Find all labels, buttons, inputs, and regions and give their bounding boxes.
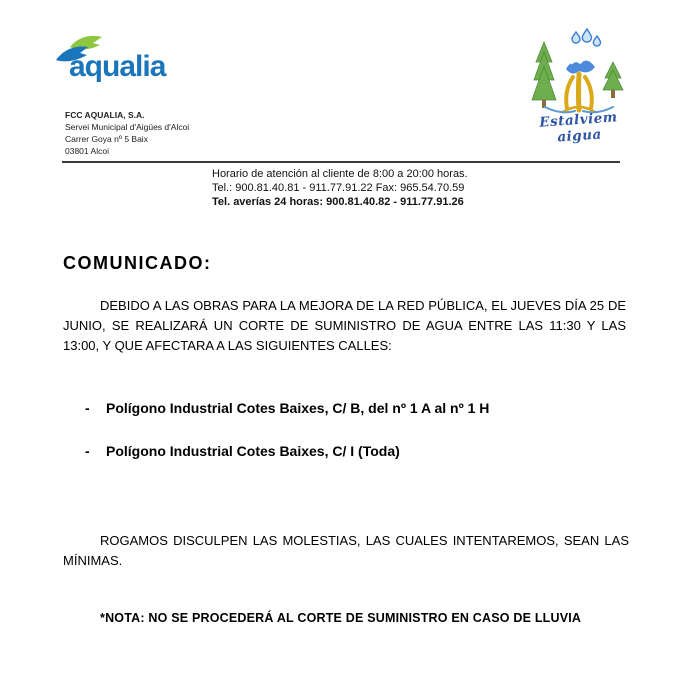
contact-phones: Tel.: 900.81.40.81 - 911.77.91.22 Fax: 965.54.70.59	[212, 182, 465, 194]
contact-hours: Horario de atención al cliente de 8:00 a 20:00 horas.	[212, 168, 468, 180]
notice-paragraph: DEBIDO A LAS OBRAS PARA LA MEJORA DE LA RED PÚBLICA, EL JUEVES DÍA 25 DE JUNIO, SE REALIZARÁ UN CORTE DE SUMINISTRO DE AGUA ENTRE LAS 11:30 Y LAS 13:00, Y QUE AFECTARA A LAS SIGUIENTES CALLES:	[63, 298, 626, 353]
address-line: Carrer Goya nº 5 Baix	[65, 134, 148, 144]
address-line: 03801 Alcoi	[65, 146, 109, 156]
affected-street-text: Polígono Industrial Cotes Baixes, C/ I (Toda)	[106, 443, 400, 459]
affected-street-item	[85, 443, 400, 459]
affected-street-text: Polígono Industrial Cotes Baixes, C/ B, del nº 1 A al nº 1 H	[106, 400, 490, 416]
contact-block	[212, 167, 468, 209]
aqualia-brand-text: aqualia	[69, 50, 166, 83]
rain-note: *NOTA: NO SE PROCEDERÁ AL CORTE DE SUMINISTRO EN CASO DE LLUVIA	[100, 611, 582, 625]
estalviem-aigua-logo-icon	[529, 28, 629, 114]
page-title: COMUNICADO:	[63, 253, 212, 273]
estalviem-aigua-slogan: Estalviem aigua	[538, 109, 619, 146]
affected-street-item	[85, 400, 489, 416]
bullet-dash: -	[85, 443, 90, 459]
bullet-dash: -	[85, 400, 90, 416]
aqualia-logo	[56, 34, 206, 96]
header-divider	[62, 161, 620, 163]
company-address-block	[65, 109, 189, 157]
apology-paragraph: ROGAMOS DISCULPEN LAS MOLESTIAS, LAS CUALES INTENTAREMOS, SEAN LAS MÍNIMAS.	[63, 533, 629, 568]
contact-emergency-phones: Tel. averías 24 horas: 900.81.40.82 - 911.77.91.26	[212, 196, 464, 208]
company-name: FCC AQUALIA, S.A.	[65, 110, 145, 120]
estalviem-aigua-logo	[527, 28, 631, 146]
address-line: Servei Municipal d'Aigües d'Alcoi	[65, 122, 190, 132]
